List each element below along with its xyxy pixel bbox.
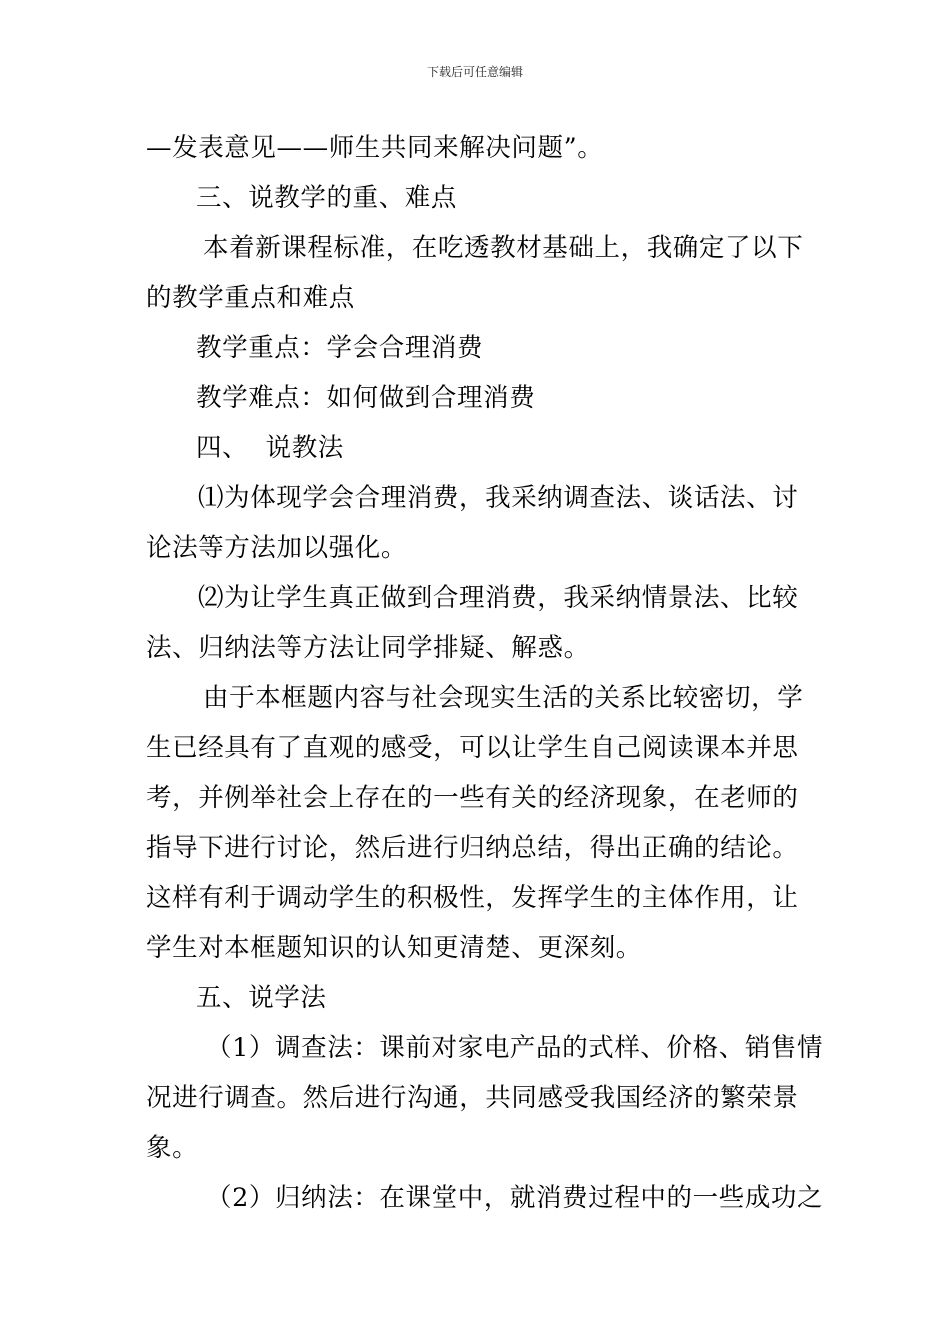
text-line: 教学重点：学会合理消费 xyxy=(196,333,484,363)
text-line: 由于本框题内容与社会现实生活的关系比较密切，学 xyxy=(203,683,804,713)
text-line: 法、归纳法等方法让同学排疑、解惑。 xyxy=(146,633,590,663)
section-heading: 三、说教学的重、难点 xyxy=(196,183,458,213)
section-heading: 四、 说教法 xyxy=(196,433,344,463)
text-line: 论法等方法加以强化。 xyxy=(146,533,408,563)
text-line: 本着新课程标准，在吃透教材基础上，我确定了以下 xyxy=(203,233,804,263)
text-line: ⑴为体现学会合理消费，我采纳调查法、谈话法、讨 xyxy=(198,483,799,513)
page-header: 下载后可任意编辑 xyxy=(426,65,523,79)
section-heading: 五、说学法 xyxy=(196,983,327,1013)
text-line: 指导下进行讨论，然后进行归纳总结，得出正确的结论。 xyxy=(146,833,799,863)
text-line: 象。 xyxy=(146,1133,199,1163)
text-line: 生已经具有了直观的感受，可以让学生自己阅读课本并思 xyxy=(146,733,799,763)
text-line: 教学难点：如何做到合理消费 xyxy=(196,383,536,413)
text-line: （1）调查法：课前对家电产品的式样、价格、销售情 xyxy=(206,1033,824,1063)
text-line: 况进行调查。然后进行沟通，共同感受我国经济的繁荣景 xyxy=(146,1083,799,1113)
document-body xyxy=(146,123,824,1223)
text-line: 考，并例举社会上存在的一些有关的经济现象，在老师的 xyxy=(146,783,799,813)
text-line: ⑵为让学生真正做到合理消费，我采纳情景法、比较 xyxy=(198,583,799,613)
text-line: 学生对本框题知识的认知更清楚、更深刻。 xyxy=(146,933,642,963)
text-line: （2）归纳法：在课堂中，就消费过程中的一些成功之 xyxy=(206,1183,824,1213)
text-line: 的教学重点和难点 xyxy=(146,283,355,313)
text-line: 这样有利于调动学生的积极性，发挥学生的主体作用，让 xyxy=(146,883,799,913)
text-line: —发表意见——师生共同来解决问题”。 xyxy=(146,133,604,163)
